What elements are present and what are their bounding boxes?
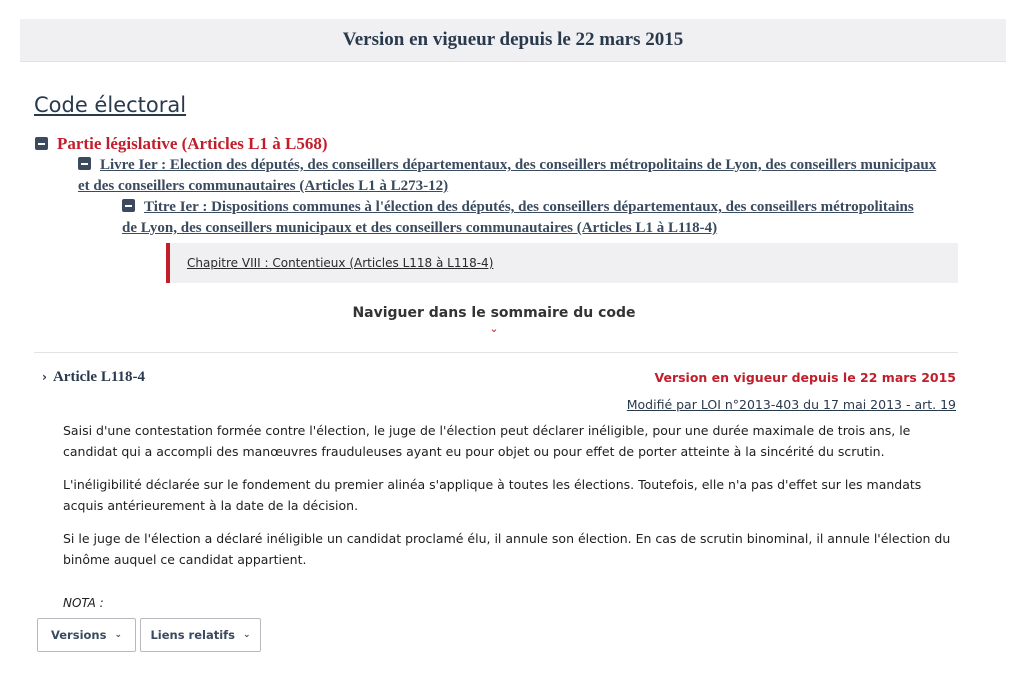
collapse-icon[interactable] — [78, 157, 91, 170]
tree-livre-link[interactable]: Livre Ier : Election des députés, des conseillers départementaux, des conseillers métropolitains de Lyon, des conseillers municipaux et des conseillers communautaires (Articles L1 à L273-12) — [78, 157, 937, 194]
liens-relatifs-button[interactable] — [140, 618, 261, 652]
article-paragraph: L'inéligibilité déclarée sur le fondement du premier alinéa s'applique à toutes les élections. Toutefois, elle n'a pas d'effet sur les mandats acquis antérieurement à la date de la décision. — [63, 477, 922, 513]
chevron-down-icon[interactable]: ⌄ — [489, 323, 499, 335]
tree-partie[interactable] — [35, 134, 328, 154]
divider — [34, 352, 958, 353]
article-nota: NOTA : — [63, 596, 104, 610]
versions-button[interactable] — [37, 618, 136, 652]
collapse-icon[interactable] — [122, 199, 135, 212]
chevron-down-icon: ⌄ — [114, 630, 122, 640]
versions-button-label: Versions — [50, 628, 107, 642]
tree-livre[interactable] — [78, 155, 948, 197]
article-title[interactable] — [42, 369, 145, 386]
article-title-label: Article L118-4 — [52, 369, 146, 385]
version-banner — [20, 19, 1006, 62]
liens-relatifs-button-label: Liens relatifs — [150, 628, 236, 642]
summary-navigation-label: Naviguer dans le sommaire du code — [352, 305, 636, 321]
article-modifie-link[interactable]: Modifié par LOI n°2013-403 du 17 mai 2013 - art. 19 — [626, 397, 956, 412]
banner-version-text: Version en vigueur depuis le 22 mars 2015 — [342, 29, 684, 50]
code-title-link[interactable]: Code électoral — [34, 93, 187, 117]
tree-chapitre — [166, 243, 958, 283]
collapse-icon[interactable] — [35, 137, 48, 150]
chevron-right-icon: › — [42, 370, 47, 384]
tree-titre-link[interactable]: Titre Ier : Dispositions communes à l'élection des députés, des conseillers départementaux, des conseillers métropolitains de Lyon, des conseillers municipaux et des conseillers communautaires (Articles L1 à L118-4) — [122, 199, 914, 236]
tree-chapitre-link[interactable]: Chapitre VIII : Contentieux (Articles L118 à L118-4) — [187, 256, 494, 270]
chevron-down-icon: ⌄ — [243, 630, 251, 640]
article-paragraph: Saisi d'une contestation formée contre l'élection, le juge de l'élection peut déclarer inéligible, pour une durée maximale de trois ans, le candidat qui a accompli des manœuvres frauduleuses ayant eu pour objet ou pour effet de porter atteinte à la sincérité du scrutin. — [63, 423, 911, 459]
tree-partie-label: Partie législative (Articles L1 à L568) — [57, 134, 328, 153]
article-paragraph: Si le juge de l'élection a déclaré inéligible un candidat proclamé élu, il annule son élection. En cas de scrutin binominal, il annule l'élection du binôme auquel ce candidat appartient. — [63, 531, 951, 567]
article-vigueur: Version en vigueur depuis le 22 mars 2015 — [654, 370, 956, 385]
tree-titre[interactable] — [122, 197, 922, 239]
summary-navigation-toggle[interactable] — [290, 305, 698, 335]
